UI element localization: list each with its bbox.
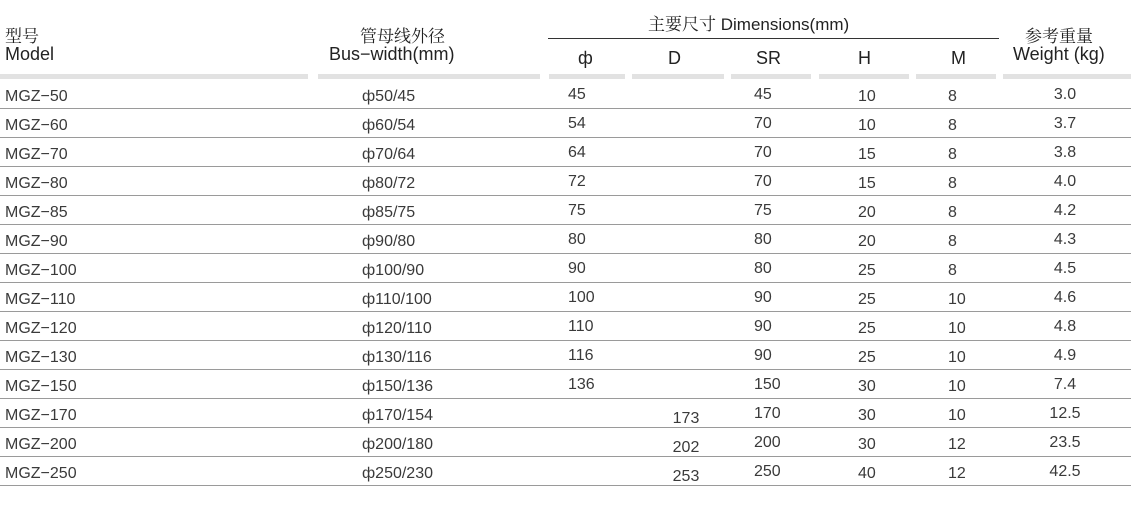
bus-width-cell: ф85/75: [362, 204, 416, 221]
model-cell: MGZ−150: [5, 378, 77, 395]
sr-cell: 70: [754, 173, 772, 190]
h-cell: 10: [858, 88, 876, 105]
m-cell: 8: [948, 146, 957, 163]
h-cell: 25: [858, 262, 876, 279]
phi-cell: 54: [568, 115, 586, 132]
phi-cell: 75: [568, 202, 586, 219]
phi-cell: 100: [568, 289, 595, 306]
sr-cell: 200: [754, 434, 781, 451]
header-underline: [549, 74, 625, 79]
col-header-sr: SR: [756, 48, 782, 68]
bus-width-cell: ф90/80: [362, 233, 416, 250]
bus-width-cell: ф110/100: [362, 291, 432, 308]
weight-cell: 12.5: [1049, 405, 1081, 422]
table-row: [0, 167, 1131, 196]
model-cell: MGZ−250: [5, 465, 77, 482]
header-underline: [1003, 74, 1131, 79]
dimensions-group-rule: [548, 38, 999, 39]
h-cell: 30: [858, 436, 876, 453]
sr-cell: 170: [754, 405, 781, 422]
h-cell: 25: [858, 320, 876, 337]
bus-width-cell: ф100/90: [362, 262, 425, 279]
sr-cell: 70: [754, 144, 772, 161]
bus-width-cell: ф120/110: [362, 320, 432, 337]
sr-cell: 250: [754, 463, 781, 480]
table-row: [0, 254, 1131, 283]
m-cell: 8: [948, 204, 957, 221]
phi-cell: 64: [568, 144, 586, 161]
table-row: [0, 138, 1131, 167]
m-cell: 10: [948, 291, 966, 308]
h-cell: 15: [858, 175, 876, 192]
weight-cell: 3.8: [1053, 144, 1077, 161]
m-cell: 8: [948, 88, 957, 105]
bus-width-cell: ф80/72: [362, 175, 416, 192]
table-row: [0, 225, 1131, 254]
h-cell: 30: [858, 378, 876, 395]
col-header-phi: ф: [578, 48, 593, 68]
col-header-d: D: [668, 48, 681, 68]
header-underline: [318, 74, 540, 79]
model-cell: MGZ−120: [5, 320, 77, 337]
m-cell: 12: [948, 465, 966, 482]
sr-cell: 80: [754, 231, 772, 248]
d-cell: 253: [672, 468, 700, 485]
m-cell: 12: [948, 436, 966, 453]
bus-width-cell: ф70/64: [362, 146, 416, 163]
m-cell: 8: [948, 117, 957, 134]
h-cell: 40: [858, 465, 876, 482]
weight-cell: 4.9: [1053, 347, 1077, 364]
table-row: [0, 283, 1131, 312]
bus-header-cn: 管母线外径: [360, 27, 445, 46]
m-cell: 10: [948, 407, 966, 424]
sr-cell: 150: [754, 376, 781, 393]
phi-cell: 80: [568, 231, 586, 248]
phi-cell: 136: [568, 376, 595, 393]
table-row: [0, 457, 1131, 486]
bus-header-en: Bus−width(mm): [329, 44, 455, 64]
sr-cell: 45: [754, 86, 772, 103]
bus-width-cell: ф130/116: [362, 349, 432, 366]
model-cell: MGZ−170: [5, 407, 77, 424]
weight-cell: 4.0: [1053, 173, 1077, 190]
header-underline: [731, 74, 811, 79]
model-cell: MGZ−85: [5, 204, 68, 221]
bus-width-cell: ф250/230: [362, 465, 433, 482]
weight-cell: 4.6: [1053, 289, 1077, 306]
table-row: [0, 80, 1131, 109]
header-underline: [916, 74, 996, 79]
model-cell: MGZ−80: [5, 175, 68, 192]
table-row: [0, 312, 1131, 341]
bus-width-cell: ф200/180: [362, 436, 433, 453]
col-header-h: H: [858, 48, 871, 68]
bus-width-cell: ф60/54: [362, 117, 416, 134]
sr-cell: 90: [754, 289, 772, 306]
h-cell: 20: [858, 233, 876, 250]
weight-cell: 7.4: [1053, 376, 1077, 393]
weight-cell: 4.2: [1053, 202, 1077, 219]
bus-width-cell: ф170/154: [362, 407, 433, 424]
m-cell: 10: [948, 349, 966, 366]
h-cell: 30: [858, 407, 876, 424]
table-row: [0, 109, 1131, 138]
header-underline: [819, 74, 909, 79]
phi-cell: 90: [568, 260, 586, 277]
phi-cell: 116: [568, 347, 594, 364]
dimensions-group-header: 主要尺寸 Dimensions(mm): [648, 15, 850, 34]
d-cell: 173: [672, 410, 700, 427]
model-header-cn: 型号: [5, 27, 39, 46]
model-cell: MGZ−70: [5, 146, 68, 163]
m-cell: 8: [948, 175, 957, 192]
h-cell: 20: [858, 204, 876, 221]
col-header-m: M: [951, 48, 966, 68]
model-cell: MGZ−100: [5, 262, 77, 279]
weight-cell: 4.8: [1053, 318, 1077, 335]
weight-cell: 3.7: [1053, 115, 1077, 132]
bus-width-cell: ф150/136: [362, 378, 433, 395]
model-cell: MGZ−130: [5, 349, 77, 366]
weight-cell: 4.3: [1053, 231, 1077, 248]
m-cell: 10: [948, 378, 966, 395]
table-row: [0, 370, 1131, 399]
phi-cell: 45: [568, 86, 586, 103]
sr-cell: 75: [754, 202, 772, 219]
h-cell: 15: [858, 146, 876, 163]
sr-cell: 90: [754, 347, 772, 364]
table-row: [0, 399, 1131, 428]
model-cell: MGZ−60: [5, 117, 68, 134]
model-header-en: Model: [5, 44, 55, 64]
m-cell: 8: [948, 262, 957, 279]
table-row: [0, 196, 1131, 225]
weight-cell: 23.5: [1049, 434, 1081, 451]
model-cell: MGZ−200: [5, 436, 77, 453]
model-cell: MGZ−90: [5, 233, 68, 250]
model-cell: MGZ−110: [5, 291, 76, 308]
header-underline: [0, 74, 308, 79]
m-cell: 8: [948, 233, 957, 250]
m-cell: 10: [948, 320, 966, 337]
table-row: [0, 341, 1131, 370]
phi-cell: 72: [568, 173, 586, 190]
weight-header-cn: 参考重量: [1025, 27, 1093, 46]
weight-cell: 42.5: [1049, 463, 1081, 480]
h-cell: 25: [858, 291, 876, 308]
h-cell: 25: [858, 349, 876, 366]
bus-width-cell: ф50/45: [362, 88, 416, 105]
weight-cell: 4.5: [1053, 260, 1077, 277]
d-cell: 202: [672, 439, 700, 456]
model-cell: MGZ−50: [5, 88, 68, 105]
phi-cell: 110: [568, 318, 594, 335]
table-row: [0, 428, 1131, 457]
sr-cell: 90: [754, 318, 772, 335]
header-underline: [632, 74, 724, 79]
h-cell: 10: [858, 117, 876, 134]
weight-cell: 3.0: [1053, 86, 1077, 103]
weight-header-en: Weight (kg): [1013, 44, 1105, 64]
sr-cell: 80: [754, 260, 772, 277]
sr-cell: 70: [754, 115, 772, 132]
row-divider: [0, 485, 1131, 486]
